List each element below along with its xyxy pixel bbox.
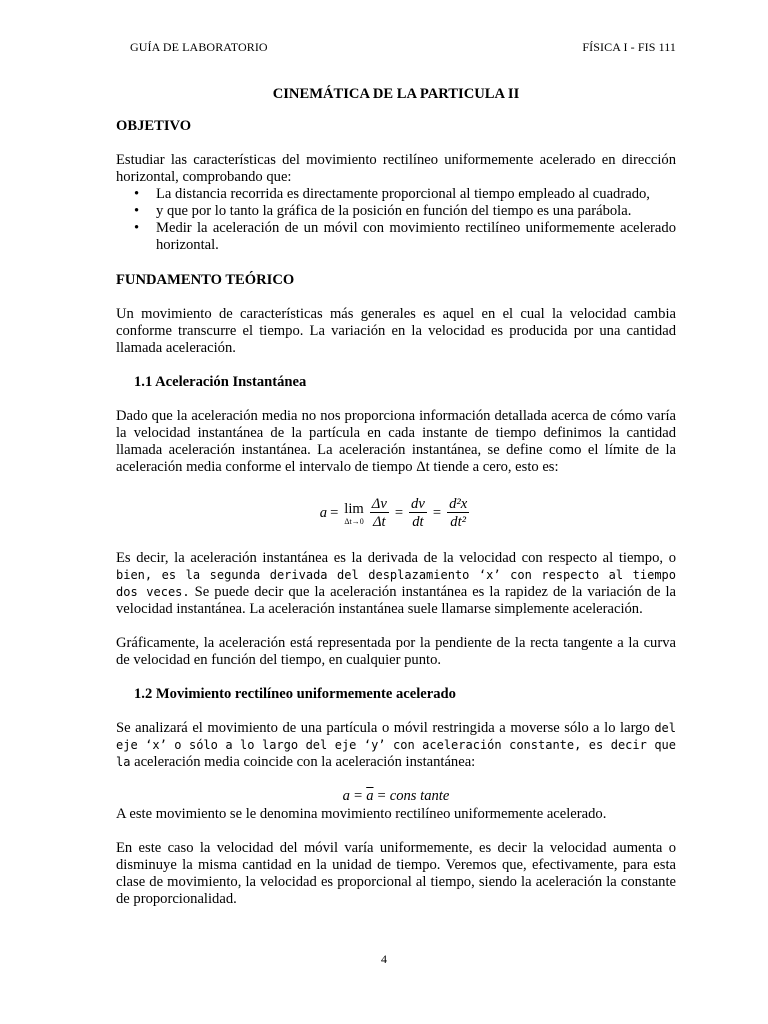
section-1-1-heading: 1.1 Aceleración Instantánea	[134, 374, 307, 390]
section-1-1-paragraph-3: Gráficamente, la aceleración está representada por la pendiente de la recta tangente a la curva de velocidad en función del tiempo, en cualquier punto.	[116, 635, 676, 668]
section-1-2-heading: 1.2 Movimiento rectilíneo uniformemente acelerado	[134, 686, 456, 702]
header-right: FÍSICA I - FIS 111	[582, 40, 676, 54]
instantaneous-acceleration-equation	[116, 493, 676, 533]
objetivo-list	[116, 186, 676, 254]
section-1-1-paragraph-2	[116, 550, 676, 618]
section-1-1-paragraph: Dado que la aceleración media no nos proporciona información detallada acerca de cómo varía la velocidad instantánea de la partícula en cada instante de tiempo definimos la cantidad llamada aceleración instantánea. La aceleración instantánea, se define como el límite de la aceleración media conforme el intervalo de tiempo Δt tiende a cero, esto es:	[116, 408, 676, 475]
eq-limit-sub: Δt→0	[344, 516, 364, 526]
eq-fraction-denominator: Δt	[372, 513, 386, 530]
text-run: Es decir, la aceleración instantánea es la derivada de la velocidad con respecto al tiempo, o	[116, 550, 676, 566]
eq-equals: =	[330, 504, 339, 521]
page-number: 4	[381, 952, 387, 966]
document-title: CINEMÁTICA DE LA PARTICULA II	[272, 86, 520, 102]
text-run-mono: bien, es la segunda derivada del desplazamiento ‘x’ con respecto al tiempo dos veces.	[116, 568, 676, 599]
eq-fraction-denominator: dt	[412, 513, 424, 530]
constant-acceleration-equation	[116, 788, 676, 806]
header-left: GUÍA DE LABORATORIO	[130, 40, 268, 54]
fundamento-heading: FUNDAMENTO TEÓRICO	[116, 272, 295, 288]
fundamento-paragraph: Un movimiento de características más generales es aquel en el cual la velocidad cambia conforme transcurre el tiempo. La variación en la velocidad es producida por una cantidad llamada aceleración.	[116, 306, 676, 356]
eq-fraction-denominator: dt²	[450, 513, 466, 530]
text-run: aceleración media coincide con la aceleración instantánea:	[130, 754, 476, 770]
eq-a: a	[342, 788, 350, 804]
section-1-2-paragraph-3: En este caso la velocidad del móvil varía uniformemente, es decir la velocidad aumenta o disminuye la misma cantidad en la unidad de tiempo. Veremos que, efectivamente, para esta clase de movimiento, la velocidad es proporcional al tiempo, siendo la aceleración la constante de proporcionalidad.	[116, 840, 676, 907]
page-header	[130, 40, 676, 55]
eq-constant: cons tante	[389, 788, 450, 804]
eq-fraction-delta	[370, 496, 389, 531]
objetivo-intro: Estudiar las características del movimiento rectilíneo uniformemente acelerado en dirección horizontal, comprobando que:	[116, 152, 676, 185]
objetivo-bullet: • La distancia recorrida es directamente proporcional al tiempo empleado al cuadrado,	[156, 186, 676, 203]
section-1-2-paragraph-2: A este movimiento se le denomina movimiento rectilíneo uniformemente acelerado.	[116, 806, 607, 822]
eq-equals: =	[377, 788, 386, 804]
page-content	[116, 86, 676, 925]
text-run-mono: del eje ‘x’ o sólo a lo largo del eje ‘y’ con aceleración constante, es decir que la	[116, 721, 676, 769]
eq-fraction-second-derivative	[447, 496, 469, 531]
text-run: Se puede decir que la aceleración instantánea es la rapidez de la variación de la velocidad instantánea. La aceleración instantánea suele llamarse simplemente aceleración.	[116, 584, 676, 617]
eq-fraction-numerator: dv	[411, 495, 425, 512]
eq-equals: =	[394, 504, 404, 521]
eq-limit-word: lim	[344, 500, 364, 517]
objetivo-bullet: • y que por lo tanto la gráfica de la posición en función del tiempo es una parábola.	[156, 203, 676, 220]
eq-equals: =	[353, 788, 363, 804]
eq-lhs: a	[319, 504, 328, 521]
eq-fraction-numerator: d²x	[449, 495, 468, 512]
eq-limit	[344, 501, 363, 526]
eq-a-bar: $\overline{a}$	[366, 788, 374, 804]
eq-fraction-numerator: Δv	[371, 495, 387, 512]
objetivo-bullet: • Medir la aceleración de un móvil con movimiento rectilíneo uniformemente acelerado horizontal.	[156, 220, 676, 254]
eq-fraction-derivative	[409, 496, 427, 531]
eq-equals: =	[432, 504, 442, 521]
objetivo-heading: OBJETIVO	[116, 118, 192, 134]
section-1-2-paragraph	[116, 720, 676, 771]
text-run: Se analizará el movimiento de una partícula o móvil restringida a moverse sólo a lo largo	[116, 720, 655, 736]
